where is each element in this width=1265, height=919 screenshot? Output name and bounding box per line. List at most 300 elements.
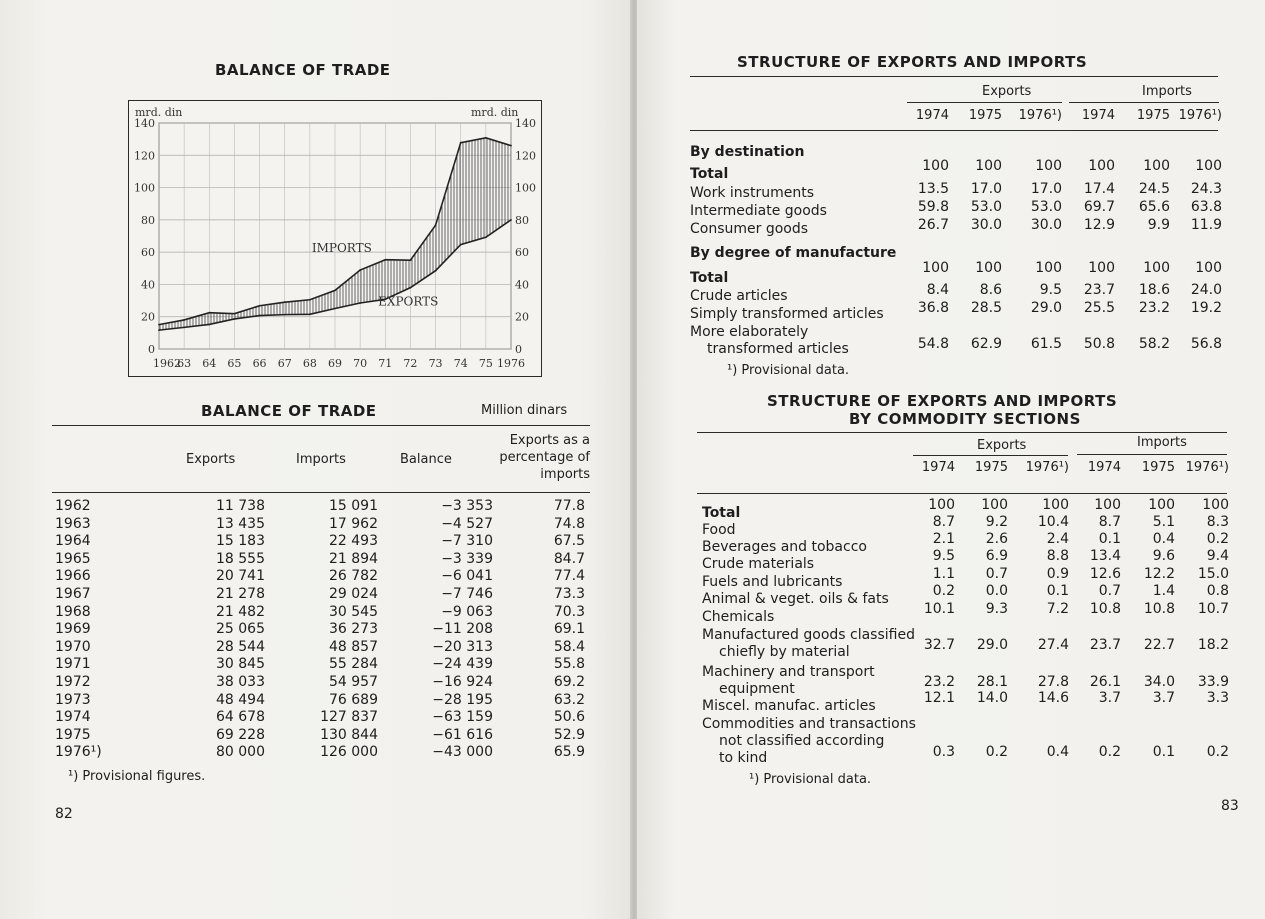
table-cell-balance: −43 000 (432, 744, 493, 761)
year-header: 1975 (968, 108, 1002, 123)
row-label: Total (690, 166, 729, 182)
table-cell-balance: −6 041 (441, 568, 493, 585)
table-cell-pct: 63.2 (553, 691, 585, 708)
table-cell-value: 5.1 (1152, 514, 1175, 530)
table-cell-value: 69.7 (1083, 199, 1115, 215)
table-cell-value: 3.3 (1206, 690, 1229, 706)
table-cell-value: 17.0 (1030, 181, 1062, 197)
y-tick-label-right: 120 (515, 149, 536, 163)
y-tick-label-left: 40 (141, 278, 155, 292)
data-point-exports (158, 329, 160, 331)
table-cell-value: 23.2 (923, 674, 955, 690)
table-cell-value: 30.0 (970, 217, 1002, 233)
table-cell-value: 6.9 (985, 548, 1008, 564)
table-cell-value: 0.0 (985, 583, 1008, 599)
table-cell-balance: −4 527 (441, 515, 493, 532)
col-header-imports: Imports (296, 452, 346, 467)
table-cell-balance: −11 208 (432, 621, 493, 638)
table-row-year: 1973 (55, 691, 91, 708)
data-point-imports (158, 324, 160, 326)
table-row-year: 1965 (55, 550, 91, 567)
table-cell-imports: 21 894 (329, 550, 378, 567)
table-cell-exports: 38 033 (216, 674, 265, 690)
x-tick-label: 71 (378, 357, 393, 370)
table-cell-balance: −20 313 (432, 638, 493, 655)
table-cell-value: 0.7 (1098, 583, 1121, 599)
y-tick-label-left: 80 (141, 213, 155, 227)
table-cell-value: 8.7 (932, 514, 955, 530)
table-cell-value: 100 (1143, 158, 1170, 174)
y-tick-label-right: 20 (515, 310, 529, 324)
table-cell-value: 100 (1202, 497, 1229, 513)
table-cell-value: 36.8 (917, 300, 949, 316)
data-point-exports (309, 313, 311, 315)
table-cell-value: 2.1 (932, 531, 955, 547)
data-point-exports (510, 219, 512, 221)
unit-label-left: mrd. din (135, 106, 183, 119)
series-label-imports: IMPORTS (311, 241, 372, 256)
data-point-exports (359, 302, 361, 304)
data-point-exports (234, 318, 236, 320)
t1-top-rule (690, 76, 1218, 77)
y-tick-label-left: 120 (134, 149, 155, 163)
table-cell-value: 0.4 (1046, 744, 1069, 760)
x-tick-label: 66 (252, 357, 267, 370)
balance-of-trade-chart (128, 100, 542, 377)
data-point-imports (259, 305, 261, 307)
table-row-year: 1974 (55, 709, 91, 726)
table-cell-value: 7.2 (1046, 601, 1069, 617)
table-cell-value: 15.0 (1197, 566, 1229, 582)
table-cell-value: 100 (1088, 260, 1115, 276)
table-cell-exports: 21 482 (216, 603, 265, 620)
table-cell-value: 26.7 (917, 217, 949, 233)
row-label: Food (702, 522, 736, 538)
data-point-exports (208, 324, 210, 326)
row-label: Total (702, 505, 741, 521)
structure-table-title: STRUCTURE OF EXPORTS AND IMPORTS (737, 53, 1088, 71)
y-tick-label-left: 60 (141, 246, 155, 260)
data-point-imports (284, 301, 286, 303)
table-cell-value: 0.1 (1098, 531, 1121, 547)
table-cell-value: 54.8 (917, 336, 949, 352)
y-tick-label-right: 100 (515, 181, 536, 195)
table-cell-pct: 73.3 (553, 586, 585, 602)
table-cell-value: 32.7 (923, 637, 955, 653)
table-row-year: 1970 (55, 638, 91, 655)
table-cell-pct: 77.8 (553, 498, 585, 514)
x-tick-label: 69 (328, 357, 342, 370)
table-title: BALANCE OF TRADE (201, 402, 377, 420)
table-row-year: 1975 (55, 726, 91, 743)
data-point-imports (234, 313, 236, 315)
table-cell-value: 59.8 (917, 199, 949, 215)
row-label-cont: transformed articles (707, 341, 849, 357)
table-cell-imports: 15 091 (329, 498, 378, 514)
year-header: 1976¹) (1178, 108, 1222, 123)
data-point-exports (485, 236, 487, 238)
table-cell-value: 22.7 (1143, 637, 1175, 653)
section-heading-destination: By destination (690, 144, 805, 160)
table-cell-imports: 30 545 (329, 603, 378, 620)
table-cell-exports: 15 183 (216, 533, 265, 550)
row-label: Commodities and transactions (702, 716, 916, 732)
t2-group-imports: Imports (1137, 435, 1187, 450)
table-cell-value: 100 (922, 260, 949, 276)
table-cell-value: 8.8 (1046, 548, 1069, 564)
table-cell-value: 13.4 (1089, 548, 1121, 564)
table-row-year: 1972 (55, 674, 91, 690)
table-cell-value: 12.2 (1143, 566, 1175, 582)
data-point-exports (259, 315, 261, 317)
year-header: 1975 (974, 460, 1008, 475)
table-cell-imports: 48 857 (329, 638, 378, 655)
table-cell-value: 0.2 (1098, 744, 1121, 760)
right-page (637, 0, 1265, 919)
table-cell-value: 1.1 (932, 566, 955, 582)
table-cell-value: 0.4 (1152, 531, 1175, 547)
table-cell-value: 29.0 (976, 637, 1008, 653)
table-cell-value: 100 (975, 158, 1002, 174)
data-point-exports (460, 244, 462, 246)
table-cell-balance: −16 924 (432, 674, 493, 690)
y-tick-label-left: 100 (134, 181, 155, 195)
table-row-year: 1962 (55, 498, 91, 514)
table-cell-imports: 126 000 (320, 744, 378, 761)
year-header: 1974 (1087, 460, 1121, 475)
table-cell-imports: 29 024 (329, 586, 378, 602)
table-cell-value: 100 (1195, 158, 1222, 174)
table-cell-value: 0.8 (1206, 583, 1229, 599)
table-cell-value: 27.8 (1037, 674, 1069, 690)
table-cell-balance: −3 353 (441, 498, 493, 514)
row-label: Manufactured goods classified (702, 627, 915, 643)
x-tick-label: 67 (277, 357, 292, 370)
table-cell-pct: 84.7 (553, 550, 585, 567)
table-cell-imports: 26 782 (329, 568, 378, 585)
table-cell-balance: −9 063 (441, 603, 493, 620)
table-cell-value: 28.1 (976, 674, 1008, 690)
table-cell-value: 0.1 (1046, 583, 1069, 599)
table-cell-value: 25.5 (1083, 300, 1115, 316)
table-cell-value: 53.0 (1030, 199, 1062, 215)
t2-header-rule (697, 493, 1227, 494)
table-cell-value: 10.7 (1197, 601, 1229, 617)
row-label-cont: chiefly by material (719, 644, 850, 660)
table-cell-value: 9.2 (985, 514, 1008, 530)
col-header-exports: Exports (186, 452, 236, 467)
t1-exports-rule (907, 102, 1062, 103)
x-tick-label: 65 (227, 357, 242, 370)
table-cell-imports: 55 284 (329, 656, 378, 673)
table-cell-pct: 50.6 (553, 709, 585, 726)
table-cell-value: 0.3 (932, 744, 955, 760)
data-point-exports (183, 326, 185, 328)
row-label: Work instruments (690, 185, 814, 201)
x-tick-label: 68 (302, 357, 317, 370)
table-cell-value: 9.9 (1147, 217, 1170, 233)
t2-footnote: ¹) Provisional data. (749, 772, 872, 787)
table-cell-exports: 25 065 (216, 621, 265, 638)
table-cell-value: 50.8 (1083, 336, 1115, 352)
commodity-table-title-1: STRUCTURE OF EXPORTS AND IMPORTS (767, 392, 1118, 410)
x-tick-label: 63 (177, 357, 192, 370)
row-label-cont: to kind (719, 750, 768, 766)
table-cell-exports: 69 228 (216, 726, 265, 743)
row-label: Simply transformed articles (690, 306, 884, 322)
table-cell-pct: 70.3 (553, 603, 585, 620)
table-cell-value: 100 (1035, 260, 1062, 276)
table-cell-value: 62.9 (970, 336, 1002, 352)
table-cell-exports: 11 738 (216, 498, 265, 514)
table-cell-value: 14.0 (976, 690, 1008, 706)
row-label: Consumer goods (690, 221, 809, 237)
data-point-imports (183, 319, 185, 321)
table-cell-value: 100 (1088, 158, 1115, 174)
data-point-imports (384, 259, 386, 261)
table-cell-value: 8.4 (926, 282, 949, 298)
page-number-left: 82 (55, 806, 73, 822)
col-header-pct: Exports as a percentage of imports (499, 433, 590, 482)
t1-imports-rule (1069, 102, 1219, 103)
table-cell-value: 10.4 (1037, 514, 1069, 530)
col-header-balance: Balance (400, 452, 452, 467)
commodity-table-title-2: BY COMMODITY SECTIONS (849, 410, 1081, 428)
table-cell-value: 19.2 (1190, 300, 1222, 316)
year-header: 1974 (921, 460, 955, 475)
unit-label-right: mrd. din (471, 106, 519, 119)
table-cell-value: 3.7 (1152, 690, 1175, 706)
footnote-left: ¹) Provisional figures. (68, 769, 206, 784)
year-header: 1974 (915, 108, 949, 123)
y-tick-label-right: 40 (515, 278, 529, 292)
data-point-imports (435, 224, 437, 226)
table-cell-value: 14.6 (1037, 690, 1069, 706)
data-point-exports (435, 270, 437, 272)
t2-exports-rule (913, 455, 1068, 456)
table-cell-value: 0.2 (1206, 531, 1229, 547)
table-cell-value: 100 (1143, 260, 1170, 276)
table-row-year: 1969 (55, 621, 91, 638)
table-cell-value: 0.2 (985, 744, 1008, 760)
table-cell-value: 65.6 (1138, 199, 1170, 215)
year-header: 1975 (1136, 108, 1170, 123)
row-label: Fuels and lubricants (702, 574, 843, 590)
row-label: Miscel. manufac. articles (702, 698, 876, 714)
table-cell-value: 9.5 (932, 548, 955, 564)
table-cell-imports: 130 844 (320, 726, 378, 743)
y-tick-label-left: 0 (148, 343, 155, 356)
t1-header-rule (690, 130, 1218, 131)
row-label: Crude articles (690, 288, 788, 304)
table-row-year: 1976¹) (55, 744, 102, 761)
table-cell-imports: 127 837 (320, 709, 378, 726)
data-point-imports (334, 290, 336, 292)
y-tick-label-right: 80 (515, 213, 529, 227)
table-cell-value: 28.5 (970, 300, 1002, 316)
table-cell-exports: 48 494 (216, 691, 265, 708)
t2-group-exports: Exports (977, 438, 1027, 453)
table-cell-value: 24.0 (1190, 282, 1222, 298)
page-number-right: 83 (1221, 798, 1239, 814)
table-cell-value: 17.0 (970, 181, 1002, 197)
table-cell-value: 9.4 (1206, 548, 1229, 564)
table-cell-value: 100 (981, 497, 1008, 513)
table-cell-value: 58.2 (1138, 336, 1170, 352)
year-header: 1976¹) (1185, 460, 1229, 475)
table-row-year: 1971 (55, 656, 91, 673)
y-tick-label-right: 140 (515, 117, 536, 130)
table-cell-pct: 52.9 (553, 726, 585, 743)
table-cell-value: 0.2 (1206, 744, 1229, 760)
table-cell-balance: −7 310 (441, 533, 493, 550)
table-cell-value: 12.1 (923, 690, 955, 706)
table-cell-pct: 65.9 (553, 744, 585, 761)
data-point-imports (485, 137, 487, 139)
table-cell-value: 9.6 (1152, 548, 1175, 564)
t1-footnote: ¹) Provisional data. (727, 363, 850, 378)
table-cell-value: 18.2 (1197, 637, 1229, 653)
table-cell-balance: −24 439 (432, 656, 493, 673)
left-page (0, 0, 632, 919)
table-cell-pct: 58.4 (553, 638, 585, 655)
table-cell-value: 12.9 (1083, 217, 1115, 233)
table-cell-value: 100 (1094, 497, 1121, 513)
row-label: More elaborately (690, 324, 809, 340)
year-header: 1976¹) (1018, 108, 1062, 123)
x-tick-label: 72 (403, 357, 418, 370)
table-cell-value: 10.1 (923, 601, 955, 617)
table-cell-value: 10.8 (1143, 601, 1175, 617)
table-cell-value: 24.5 (1138, 181, 1170, 197)
row-label: Intermediate goods (690, 203, 827, 219)
table-cell-value: 23.7 (1083, 282, 1115, 298)
table-cell-value: 24.3 (1190, 181, 1222, 197)
table-cell-value: 2.6 (985, 531, 1008, 547)
table-cell-value: 3.7 (1098, 690, 1121, 706)
table-row-year: 1968 (55, 603, 91, 620)
table-row-year: 1966 (55, 568, 91, 585)
table-cell-value: 30.0 (1030, 217, 1062, 233)
table-cell-value: 29.0 (1030, 300, 1062, 316)
t1-group-imports: Imports (1142, 84, 1192, 99)
table-cell-exports: 80 000 (216, 744, 265, 761)
table-cell-imports: 76 689 (329, 691, 378, 708)
table-cell-value: 0.2 (932, 583, 955, 599)
t2-top-rule (697, 432, 1227, 433)
table-cell-value: 13.5 (917, 181, 949, 197)
row-label: Crude materials (702, 556, 815, 572)
table-cell-exports: 18 555 (216, 550, 265, 567)
section-heading-manufacture: By degree of manufacture (690, 245, 897, 261)
table-cell-value: 33.9 (1197, 674, 1229, 690)
table-cell-value: 34.0 (1143, 674, 1175, 690)
table-cell-value: 61.5 (1030, 336, 1062, 352)
table-header-rule (52, 492, 590, 493)
table-cell-value: 2.4 (1046, 531, 1069, 547)
table-cell-value: 8.7 (1098, 514, 1121, 530)
table-cell-value: 0.9 (1046, 566, 1069, 582)
table-cell-value: 0.1 (1152, 744, 1175, 760)
data-point-exports (334, 308, 336, 310)
y-tick-label-right: 60 (515, 246, 529, 260)
table-cell-value: 100 (922, 158, 949, 174)
x-tick-label: 64 (202, 357, 217, 370)
t2-imports-rule (1077, 454, 1227, 455)
table-cell-exports: 13 435 (216, 515, 265, 532)
data-point-exports (410, 287, 412, 289)
table-cell-value: 0.7 (985, 566, 1008, 582)
series-label-exports: EXPORTS (378, 294, 439, 309)
x-tick-label: 1962 (153, 357, 181, 370)
table-cell-value: 23.2 (1138, 300, 1170, 316)
row-label: Chemicals (702, 609, 775, 625)
data-point-imports (410, 259, 412, 261)
t1-group-exports: Exports (982, 84, 1032, 99)
table-cell-pct: 69.1 (553, 621, 585, 638)
table-cell-exports: 28 544 (216, 638, 265, 655)
table-cell-value: 100 (1042, 497, 1069, 513)
table-cell-value: 12.6 (1089, 566, 1121, 582)
table-cell-value: 11.9 (1190, 217, 1222, 233)
data-point-imports (510, 145, 512, 147)
year-header: 1974 (1081, 108, 1115, 123)
row-label: Machinery and transport (702, 664, 875, 680)
chart-svg (129, 101, 541, 376)
table-cell-value: 63.8 (1190, 199, 1222, 215)
table-cell-value: 53.0 (970, 199, 1002, 215)
table-row-year: 1963 (55, 515, 91, 532)
data-point-imports (460, 142, 462, 144)
table-cell-value: 17.4 (1083, 181, 1115, 197)
table-cell-value: 100 (928, 497, 955, 513)
x-tick-label: 74 (453, 357, 468, 370)
table-cell-exports: 30 845 (216, 656, 265, 673)
table-cell-value: 56.8 (1190, 336, 1222, 352)
table-cell-value: 10.8 (1089, 601, 1121, 617)
x-tick-label: 70 (353, 357, 368, 370)
row-label-cont: not classified according (719, 733, 885, 749)
data-point-exports (284, 314, 286, 316)
table-cell-value: 100 (1148, 497, 1175, 513)
table-cell-imports: 54 957 (329, 674, 378, 690)
table-cell-imports: 17 962 (329, 515, 378, 532)
y-tick-label-right: 0 (515, 343, 522, 356)
x-tick-label: 1976 (497, 357, 525, 370)
table-cell-pct: 55.8 (553, 656, 585, 673)
table-cell-pct: 69.2 (553, 674, 585, 690)
table-cell-imports: 36 273 (329, 621, 378, 638)
data-point-imports (309, 299, 311, 301)
row-label: Beverages and tobacco (702, 539, 867, 555)
table-cell-exports: 20 741 (216, 568, 265, 585)
table-cell-value: 9.5 (1039, 282, 1062, 298)
table-cell-pct: 74.8 (553, 515, 585, 532)
table-row-year: 1964 (55, 533, 91, 550)
chart-title: BALANCE OF TRADE (215, 61, 391, 79)
table-cell-value: 18.6 (1138, 282, 1170, 298)
table-cell-value: 26.1 (1089, 674, 1121, 690)
table-cell-pct: 77.4 (553, 568, 585, 585)
table-cell-value: 23.7 (1089, 637, 1121, 653)
table-cell-imports: 22 493 (329, 533, 378, 550)
table-row-year: 1967 (55, 586, 91, 602)
table-cell-value: 100 (975, 260, 1002, 276)
table-cell-pct: 67.5 (553, 533, 585, 550)
data-point-imports (208, 312, 210, 314)
year-header: 1975 (1141, 460, 1175, 475)
table-cell-value: 100 (1195, 260, 1222, 276)
